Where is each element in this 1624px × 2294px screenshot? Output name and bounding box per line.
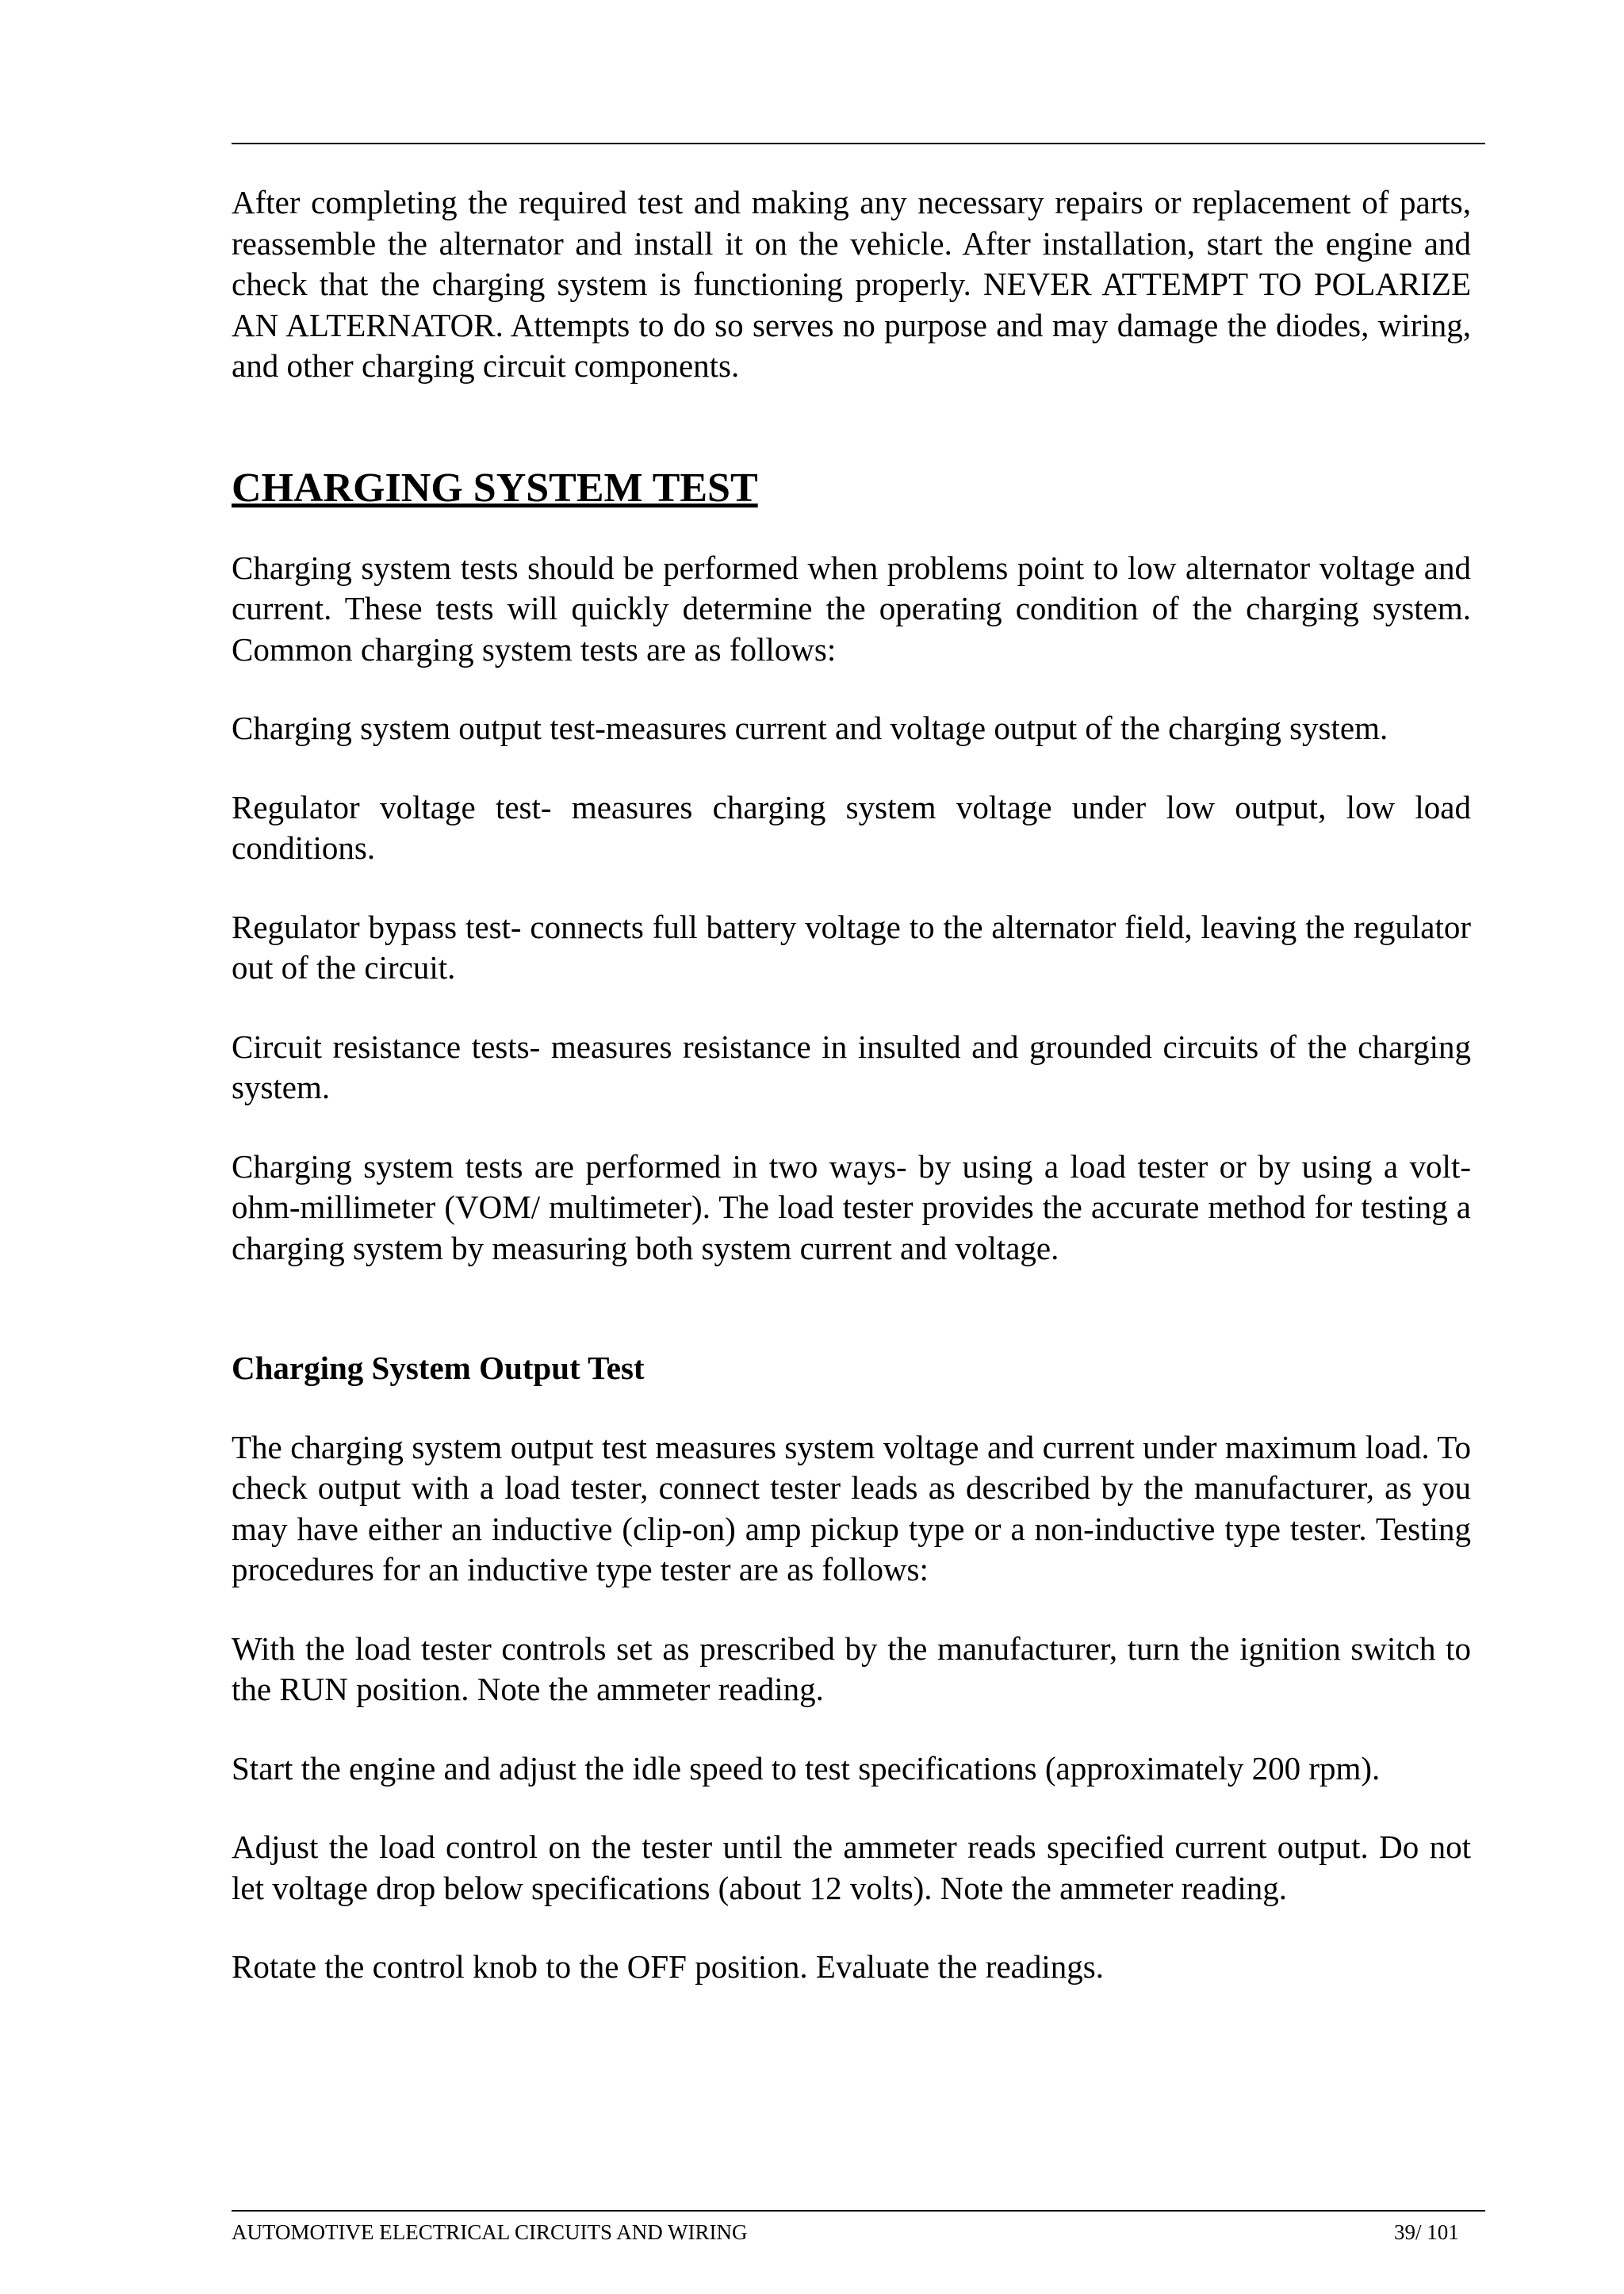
paragraph-output-test: Charging system output test-measures current and voltage output of the charging system.	[232, 710, 1388, 746]
paragraph-charging-tests-intro: Charging system tests should be performed when problems point to low alternator voltage and current. These tests will quickly determine the operating condition of the charging system. Common charging system tests are as follows:	[232, 549, 1471, 668]
footer-rule	[232, 2210, 1485, 2212]
intro-paragraph: After completing the required test and making any necessary repairs or replacement of parts, reassemble the alternator and install it on the vehicle. After installation, start the engine and check that the charging system is functioning properly. NEVER ATTEMPT TO POLARIZE AN ALTERNATOR. Attempts to do so serves no purpose and may damage the diodes, wiring, and other charging circuit components.	[232, 184, 1471, 384]
paragraph-test-methods: Charging system tests are performed in two ways- by using a load tester or by using a volt-ohm-millimeter (VOM/ multimeter). The load tester provides the accurate method for testing a charging system by measuring both system current and voltage.	[232, 1147, 1471, 1266]
paragraph-regulator-voltage-test: Regulator voltage test- measures charging system voltage under low output, low load conditions.	[232, 788, 1471, 866]
paragraph-step-rotate-knob: Rotate the control knob to the OFF position. Evaluate the readings.	[232, 1948, 1104, 1985]
paragraph-output-test-description: The charging system output test measures system voltage and current under maximum load. To check output with a load tester, connect tester leads as described by the manufacturer, as you may have either an inductive (clip-on) amp pickup type or a non-inductive type tester. Testing procedures for an inductive type tester are as follows:	[232, 1428, 1471, 1587]
section-heading: CHARGING SYSTEM TEST	[232, 465, 758, 511]
header-rule	[232, 143, 1485, 144]
page-content	[232, 182, 1471, 1988]
paragraph-step-start-engine: Start the engine and adjust the idle speed to test specifications (approximately 200 rpm).	[232, 1749, 1381, 1787]
paragraph-step-adjust-load: Adjust the load control on the tester until the ammeter reads specified current output. Do not let voltage drop below specifications (about 12 volts). Note the ammeter reading.	[232, 1829, 1471, 1906]
paragraph-circuit-resistance-tests: Circuit resistance tests- measures resistance in insulted and grounded circuits of the charging system.	[232, 1028, 1471, 1105]
paragraph-step-ignition: With the load tester controls set as prescribed by the manufacturer, turn the ignition switch to the RUN position. Note the ammeter reading.	[232, 1630, 1471, 1707]
footer-title: AUTOMOTIVE ELECTRICAL CIRCUITS AND WIRING	[232, 2220, 748, 2244]
paragraph-regulator-bypass-test: Regulator bypass test- connects full battery voltage to the alternator field, leaving the regulator out of the circuit.	[232, 908, 1471, 986]
subsection-heading: Charging System Output Test	[232, 1350, 645, 1386]
page-number: 39/ 101	[1394, 2220, 1459, 2244]
